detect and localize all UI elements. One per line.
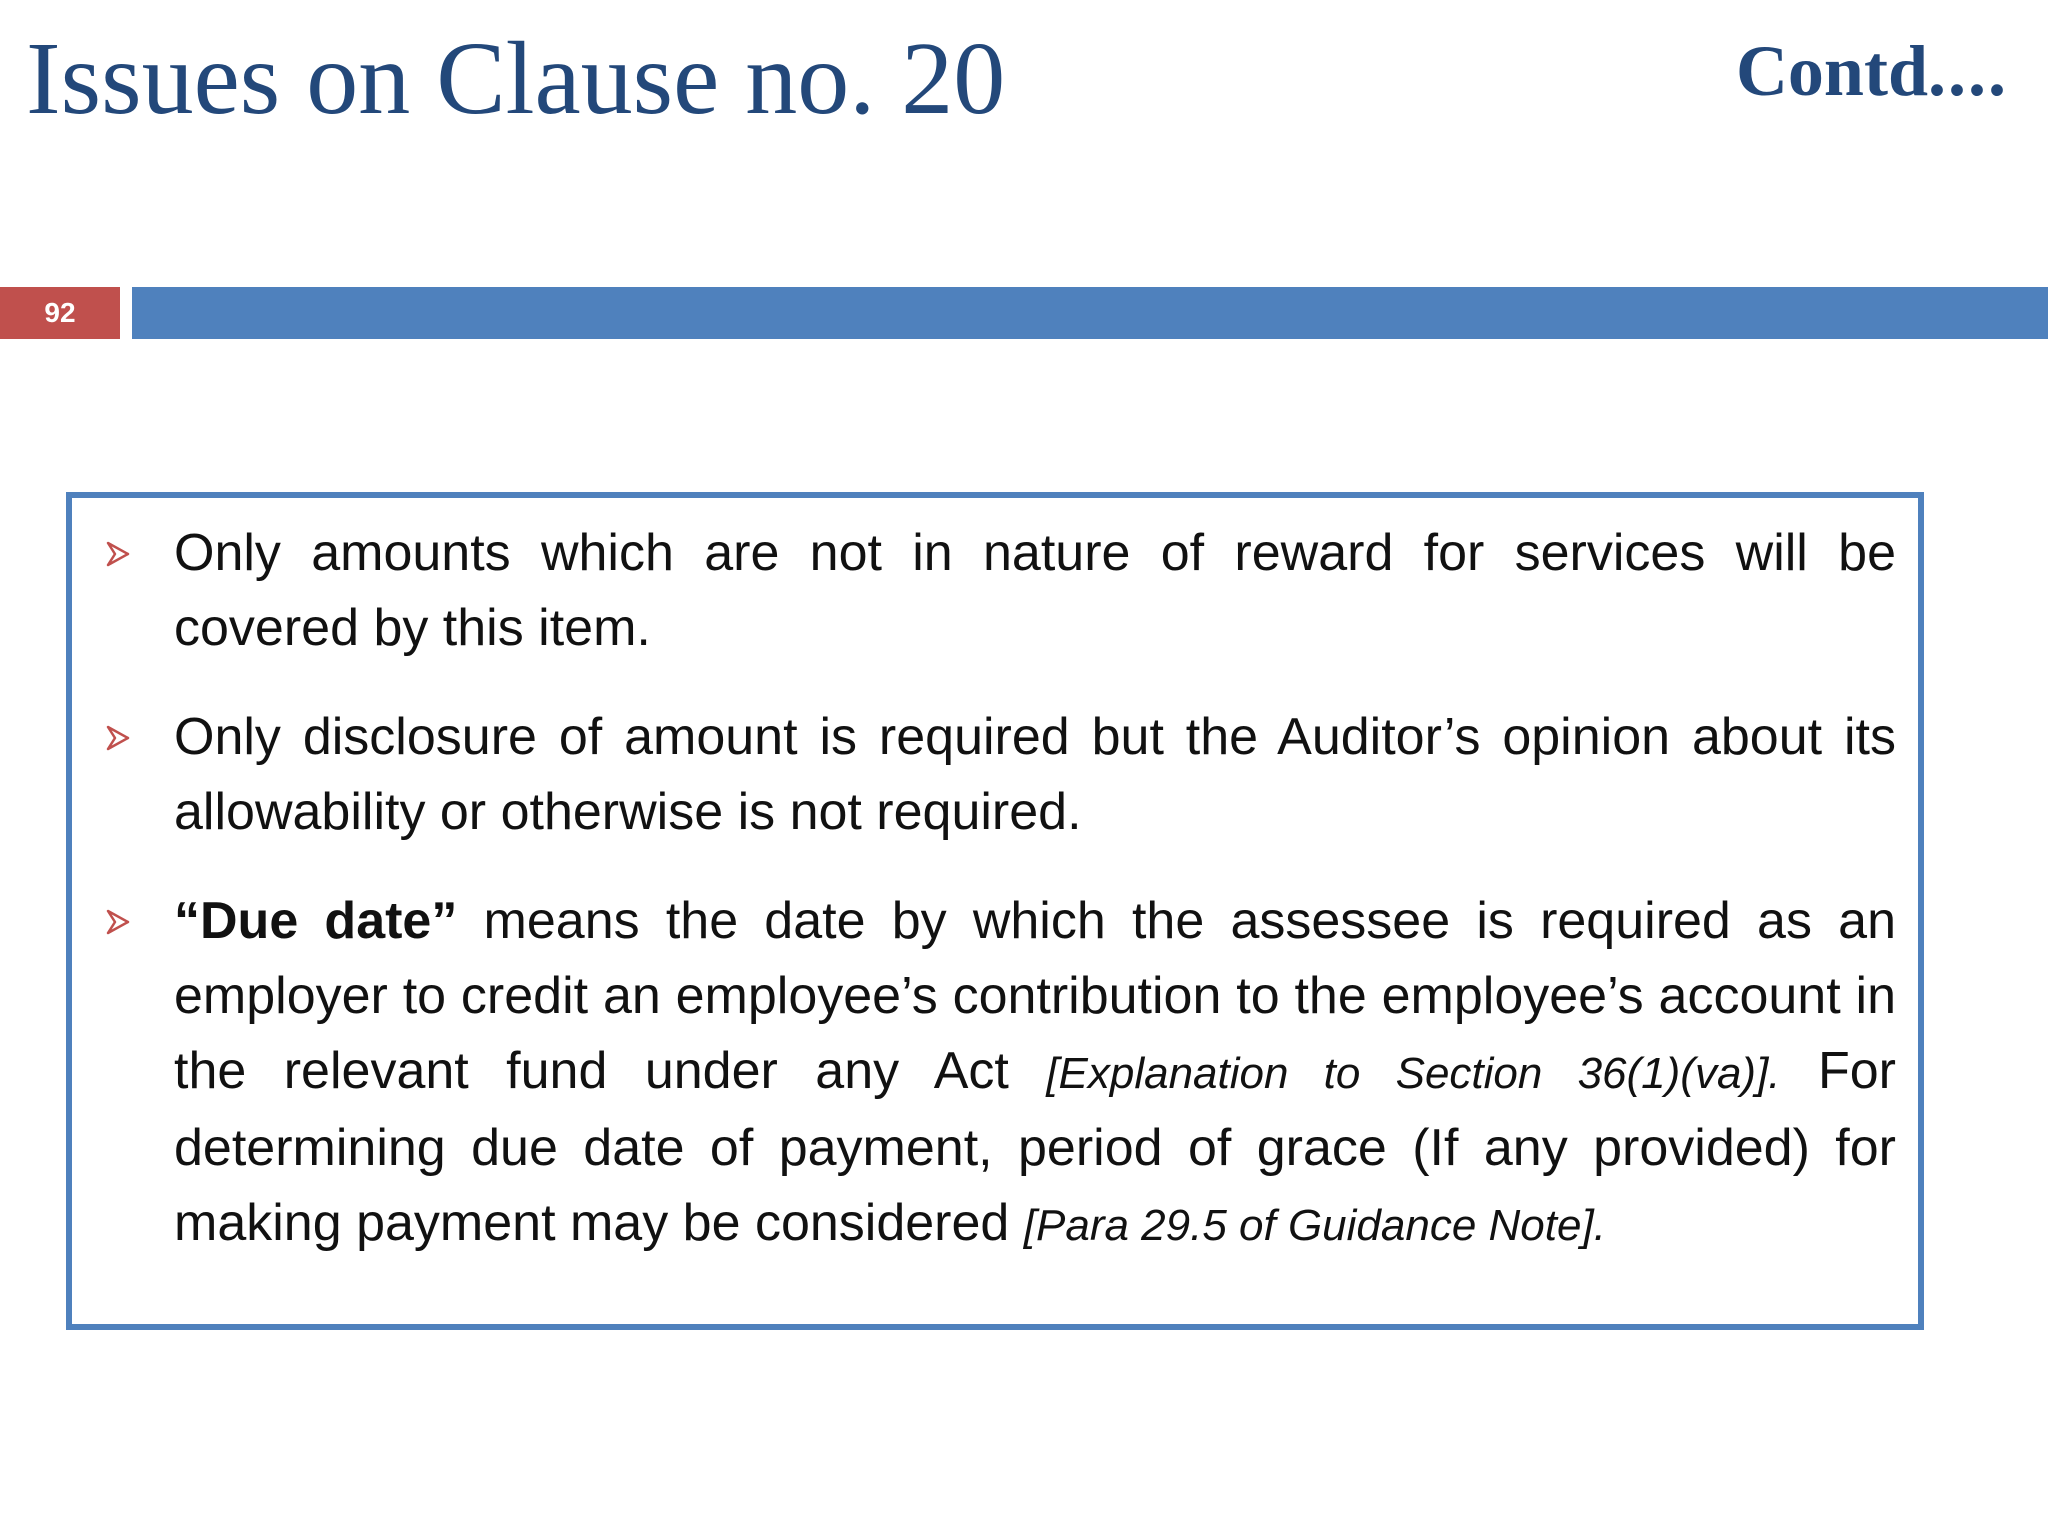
bullet-item-due-date: [90, 884, 1896, 1263]
slide-number: 92: [0, 287, 120, 339]
bullet-item-reward: [90, 516, 1896, 666]
content-box: [66, 492, 1924, 1330]
due-date-term: “Due date”: [174, 892, 458, 950]
citation-explanation: [Explanation to Section 36(1)(va)].: [1046, 1049, 1781, 1098]
bullet-item-disclosure: [90, 700, 1896, 850]
continued-text: Contd: [1735, 31, 1928, 111]
continued-label: [1736, 32, 2008, 111]
bullet-text: Only disclosure of amount is required but the Auditor’s opinion about its allowability or otherwise is not required.: [174, 708, 1896, 841]
arrow-bullet-icon: [98, 516, 138, 591]
bullet-text: Only amounts which are not in nature of reward for services will be covered by this item.: [174, 524, 1896, 657]
bullet-text-part2: For determining due date of payment, period of grace (If any provided) for making payment may be considered: [174, 1042, 1896, 1252]
continued-dots: ....: [1928, 31, 2008, 111]
header-accent-bar: [132, 287, 2048, 339]
bullet-list: [90, 516, 1896, 1263]
bullet-text-part1: means the date by which the assessee is required as an employer to credit an employee’s contribution to the employee’s account in the relevant fund under any Act: [174, 892, 1897, 1100]
arrow-bullet-icon: [98, 700, 138, 775]
citation-guidance-note: [Para 29.5 of Guidance Note].: [1023, 1201, 1606, 1250]
slide-title: Issues on Clause no. 20: [26, 21, 1006, 136]
arrow-bullet-icon: [98, 884, 138, 959]
